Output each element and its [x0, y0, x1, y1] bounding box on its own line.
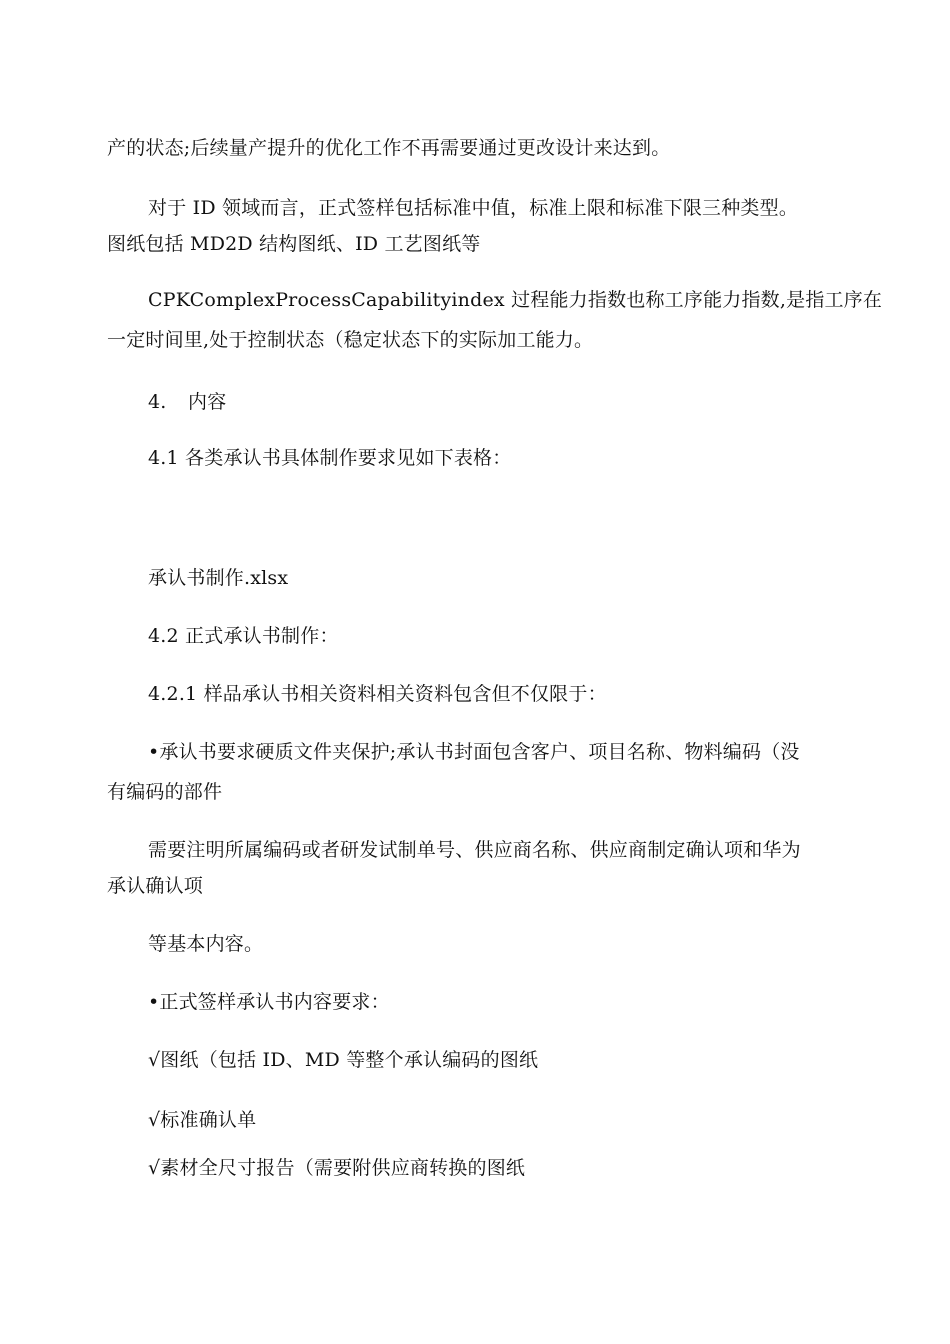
section-title: 内容 — [188, 391, 227, 413]
paragraph-line-3: 图纸包括 MD2D 结构图纸、ID 工艺图纸等 — [107, 233, 481, 255]
check-item-1: √图纸（包括 ID、MD 等整个承认编码的图纸 — [148, 1049, 539, 1071]
paragraph-line-1: 产的状态;后续量产提升的优化工作不再需要通过更改设计来达到。 — [107, 137, 671, 159]
paragraph-line-8: 等基本内容。 — [148, 933, 264, 955]
attachment-filename[interactable]: 承认书制作.xlsx — [148, 567, 289, 589]
paragraph-line-6: 需要注明所属编码或者研发试制单号、供应商名称、供应商制定确认项和华为 — [148, 839, 801, 861]
paragraph-line-5: 一定时间里,处于控制状态（稳定状态下的实际加工能力。 — [107, 329, 594, 351]
paragraph-line-2: 对于 ID 领域而言，正式签样包括标准中值，标准上限和标准下限三种类型。 — [148, 197, 799, 219]
subsection-4-2-1: 4.2.1 样品承认书相关资料相关资料包含但不仅限于： — [148, 683, 607, 705]
paragraph-line-4: CPKComplexProcessCapabilityindex 过程能力指数也称工序能力指数,是指工序在 — [148, 289, 883, 311]
section-number: 4. — [148, 391, 167, 413]
subsection-4-1: 4.1 各类承认书具体制作要求见如下表格： — [148, 447, 512, 469]
paragraph-line-7: 承认确认项 — [107, 875, 204, 897]
bullet-line-1-cont: 有编码的部件 — [107, 781, 223, 803]
check-item-3: √素材全尺寸报告（需要附供应商转换的图纸 — [148, 1157, 526, 1179]
subsection-4-2: 4.2 正式承认书制作： — [148, 625, 339, 647]
bullet-line-2: •正式签样承认书内容要求： — [148, 991, 390, 1013]
check-item-2: √标准确认单 — [148, 1109, 257, 1131]
bullet-line-1: •承认书要求硬质文件夹保护;承认书封面包含客户、项目名称、物料编码（没 — [148, 741, 800, 763]
